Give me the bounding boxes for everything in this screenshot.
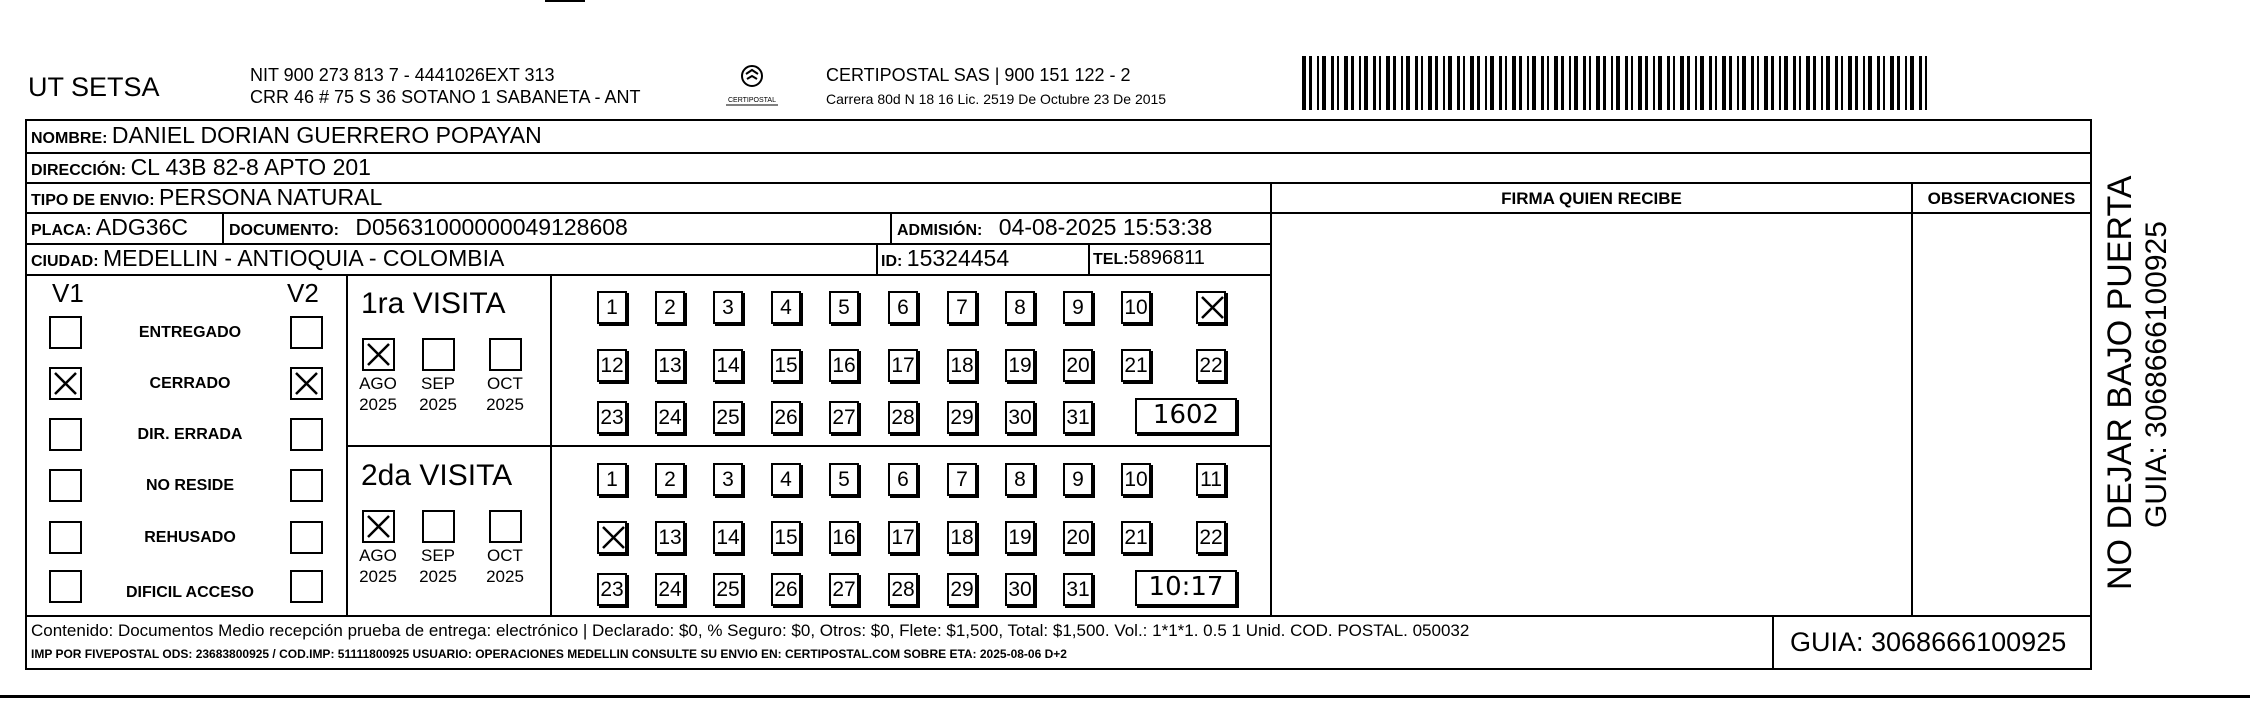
month-year: 2025 [486, 567, 524, 586]
day-box-7[interactable]: 7 [947, 291, 977, 324]
day-box-12[interactable] [597, 521, 627, 554]
day-box-4[interactable]: 4 [771, 291, 801, 324]
signature-area [1274, 214, 1910, 614]
day-box-24[interactable]: 24 [655, 401, 685, 434]
day-box-28[interactable]: 28 [888, 401, 918, 434]
day-box-20[interactable]: 20 [1063, 349, 1093, 382]
nit-line: NIT 900 273 813 7 - 4441026EXT 313 [250, 65, 555, 85]
v1-checkbox-4[interactable] [49, 521, 82, 554]
month-name: OCT [487, 546, 523, 565]
certipostal-logo [716, 62, 788, 108]
day-box-6[interactable]: 6 [888, 291, 918, 324]
documento-label: DOCUMENTO: [229, 222, 339, 239]
admision-cell [897, 214, 1212, 241]
day-box-21[interactable]: 21 [1121, 521, 1151, 554]
tipo-row [31, 184, 382, 211]
day-box-20[interactable]: 20 [1063, 521, 1093, 554]
handwritten-time: 1602 [1135, 398, 1237, 434]
day-box-17[interactable]: 17 [888, 521, 918, 554]
logo-text: CERTIPOSTAL [728, 97, 776, 104]
day-box-3[interactable]: 3 [713, 291, 743, 324]
month-label [356, 545, 400, 587]
day-box-29[interactable]: 29 [947, 401, 977, 434]
firma-label: FIRMA QUIEN RECIBE [1501, 189, 1682, 208]
day-box-26[interactable]: 26 [771, 573, 801, 606]
month-year: 2025 [486, 395, 524, 414]
x-mark-icon [294, 371, 319, 396]
certipostal-logo-icon [716, 62, 788, 108]
month-year: 2025 [419, 567, 457, 586]
address-line: CRR 46 # 75 S 36 SOTANO 1 SABANETA - ANT [250, 87, 641, 107]
v1-checkbox-2[interactable] [49, 418, 82, 451]
x-mark-icon [601, 525, 626, 550]
status-label: CERRADO [149, 375, 231, 392]
month-label [416, 373, 460, 415]
month-checkbox[interactable] [422, 510, 455, 543]
visit-title: 2da VISITA [361, 459, 513, 492]
footer-guia: GUIA: 3068666100925 [1790, 627, 2067, 657]
day-box-1[interactable]: 1 [597, 291, 627, 324]
barcode [1302, 56, 1936, 110]
direccion-value: CL 43B 82-8 APTO 201 [130, 154, 371, 180]
day-box-14[interactable]: 14 [713, 349, 743, 382]
x-mark-icon [366, 342, 391, 367]
ciudad-label: CIUDAD: [31, 253, 99, 270]
month-year: 2025 [359, 395, 397, 414]
v1-checkbox-3[interactable] [49, 469, 82, 502]
v2-checkbox-0[interactable] [290, 316, 323, 349]
day-box-10[interactable]: 10 [1121, 463, 1151, 496]
day-box-5[interactable]: 5 [829, 291, 859, 324]
admision-label: ADMISIÓN: [897, 222, 983, 239]
day-box-22[interactable]: 22 [1196, 521, 1226, 554]
placa-cell [31, 214, 188, 241]
admision-value: 04-08-2025 15:53:38 [998, 214, 1213, 240]
day-box-18[interactable]: 18 [947, 521, 977, 554]
day-box-2[interactable]: 2 [655, 291, 685, 324]
day-box-17[interactable]: 17 [888, 349, 918, 382]
tel-label: TEL: [1093, 251, 1129, 268]
day-box-30[interactable]: 30 [1005, 401, 1035, 434]
day-box-16[interactable]: 16 [829, 349, 859, 382]
day-box-15[interactable]: 15 [771, 521, 801, 554]
placa-label: PLACA: [31, 222, 92, 239]
status-label: DIFICIL ACCESO [125, 584, 254, 601]
contenido-line: Contenido: Documentos Medio recepción prueba de entrega: electrónico | Declarado: $0, % Seguro: $0, Otros: $0, Flete: $1,500, Total: $1,500. Vol.: 1*1*1. 0.5 1 Unid. COD. POSTAL. 050032 [31, 621, 1470, 640]
v2-checkbox-5[interactable] [290, 570, 323, 603]
day-box-3[interactable]: 3 [713, 463, 743, 496]
day-box-18[interactable]: 18 [947, 349, 977, 382]
observaciones-label: OBSERVACIONES [1927, 189, 2076, 208]
day-box-6[interactable]: 6 [888, 463, 918, 496]
day-box-23[interactable]: 23 [597, 401, 627, 434]
documento-cell [229, 214, 628, 241]
license-line: Carrera 80d N 18 16 Lic. 2519 De Octubre 23 De 2015 [826, 91, 1167, 107]
day-box-4[interactable]: 4 [771, 463, 801, 496]
month-name: SEP [420, 374, 456, 393]
v1-checkbox-0[interactable] [49, 316, 82, 349]
month-year: 2025 [419, 395, 457, 414]
day-box-27[interactable]: 27 [829, 401, 859, 434]
tel-cell [1093, 247, 1205, 270]
id-label: ID: [881, 253, 903, 270]
month-checkbox[interactable] [362, 510, 395, 543]
handwritten-time: 10:17 [1135, 570, 1237, 606]
day-box-11[interactable]: 11 [1196, 463, 1226, 496]
day-box-9[interactable]: 9 [1063, 291, 1093, 324]
imp-line: IMP POR FIVEPOSTAL ODS: 23683800925 / COD.IMP: 51111800925 USUARIO: OPERACIONES MEDELLIN CONSULTE SU ENVIO EN: CERTIPOSTAL.COM SOBRE ETA: 2025-08-06 D+2 [31, 647, 1067, 661]
day-box-5[interactable]: 5 [829, 463, 859, 496]
month-label [416, 545, 460, 587]
direccion-row [31, 154, 371, 181]
day-box-31[interactable]: 31 [1063, 573, 1093, 606]
status-label: NO RESIDE [145, 477, 234, 494]
day-box-28[interactable]: 28 [888, 573, 918, 606]
day-box-2[interactable]: 2 [655, 463, 685, 496]
id-value: 15324454 [906, 245, 1010, 271]
v2-checkbox-4[interactable] [290, 521, 323, 554]
month-name: SEP [420, 546, 456, 565]
documento-value: D05631000000049128608 [355, 214, 628, 240]
certipostal-name: CERTIPOSTAL SAS | 900 151 122 - 2 [826, 65, 1131, 85]
x-mark-icon [366, 514, 391, 539]
ciudad-cell [31, 245, 504, 272]
day-box-31[interactable]: 31 [1063, 401, 1093, 434]
status-label: REHUSADO [144, 529, 236, 546]
month-year: 2025 [359, 567, 397, 586]
month-name: AGO [359, 374, 397, 393]
tel-value: 5896811 [1128, 247, 1205, 269]
month-label [483, 373, 527, 415]
day-box-27[interactable]: 27 [829, 573, 859, 606]
tipo-label: TIPO DE ENVIO: [31, 192, 155, 209]
status-label: ENTREGADO [138, 324, 242, 341]
nombre-row [31, 122, 542, 149]
month-label [356, 373, 400, 415]
placa-value: ADG36C [95, 214, 188, 240]
company-name: UT SETSA [28, 72, 160, 102]
day-box-13[interactable]: 13 [655, 521, 685, 554]
v1-label: V1 [52, 278, 84, 308]
nombre-value: DANIEL DORIAN GUERRERO POPAYAN [111, 122, 542, 148]
side-guia-text: GUIA: 3068666100925 [2140, 221, 2173, 528]
status-label: DIR. ERRADA [137, 426, 243, 443]
month-checkbox[interactable] [489, 338, 522, 371]
day-box-25[interactable]: 25 [713, 573, 743, 606]
v2-label: V2 [287, 278, 319, 308]
day-box-14[interactable]: 14 [713, 521, 743, 554]
v2-checkbox-1[interactable] [290, 367, 323, 400]
day-box-9[interactable]: 9 [1063, 463, 1093, 496]
day-box-29[interactable]: 29 [947, 573, 977, 606]
day-box-12[interactable]: 12 [597, 349, 627, 382]
month-name: AGO [359, 546, 397, 565]
month-name: OCT [487, 374, 523, 393]
visit-title: 1ra VISITA [361, 287, 506, 320]
day-box-21[interactable]: 21 [1121, 349, 1151, 382]
day-box-1[interactable]: 1 [597, 463, 627, 496]
id-cell [881, 245, 1009, 272]
day-box-19[interactable]: 19 [1005, 349, 1035, 382]
day-box-16[interactable]: 16 [829, 521, 859, 554]
day-box-10[interactable]: 10 [1121, 291, 1151, 324]
observaciones-area [1915, 214, 2089, 614]
day-box-7[interactable]: 7 [947, 463, 977, 496]
direccion-label: DIRECCIÓN: [31, 162, 127, 179]
tipo-value: PERSONA NATURAL [159, 184, 383, 210]
v2-checkbox-2[interactable] [290, 418, 323, 451]
v1-checkbox-1[interactable] [49, 367, 82, 400]
v2-checkbox-3[interactable] [290, 469, 323, 502]
month-checkbox[interactable] [422, 338, 455, 371]
month-label [483, 545, 527, 587]
ciudad-value: MEDELLIN - ANTIOQUIA - COLOMBIA [103, 245, 505, 271]
x-mark-icon [53, 371, 78, 396]
day-box-19[interactable]: 19 [1005, 521, 1035, 554]
day-box-26[interactable]: 26 [771, 401, 801, 434]
day-box-15[interactable]: 15 [771, 349, 801, 382]
nombre-label: NOMBRE: [31, 130, 108, 147]
month-checkbox[interactable] [362, 338, 395, 371]
day-box-8[interactable]: 8 [1005, 291, 1035, 324]
v1-checkbox-5[interactable] [49, 570, 82, 603]
day-box-8[interactable]: 8 [1005, 463, 1035, 496]
month-checkbox[interactable] [489, 510, 522, 543]
x-mark-icon [1200, 295, 1225, 320]
day-box-24[interactable]: 24 [655, 573, 685, 606]
no-dejar-text: NO DEJAR BAJO PUERTA [2101, 175, 2139, 590]
day-box-25[interactable]: 25 [713, 401, 743, 434]
day-box-22[interactable]: 22 [1196, 349, 1226, 382]
day-box-11[interactable] [1196, 291, 1226, 324]
day-box-30[interactable]: 30 [1005, 573, 1035, 606]
day-box-13[interactable]: 13 [655, 349, 685, 382]
day-box-23[interactable]: 23 [597, 573, 627, 606]
